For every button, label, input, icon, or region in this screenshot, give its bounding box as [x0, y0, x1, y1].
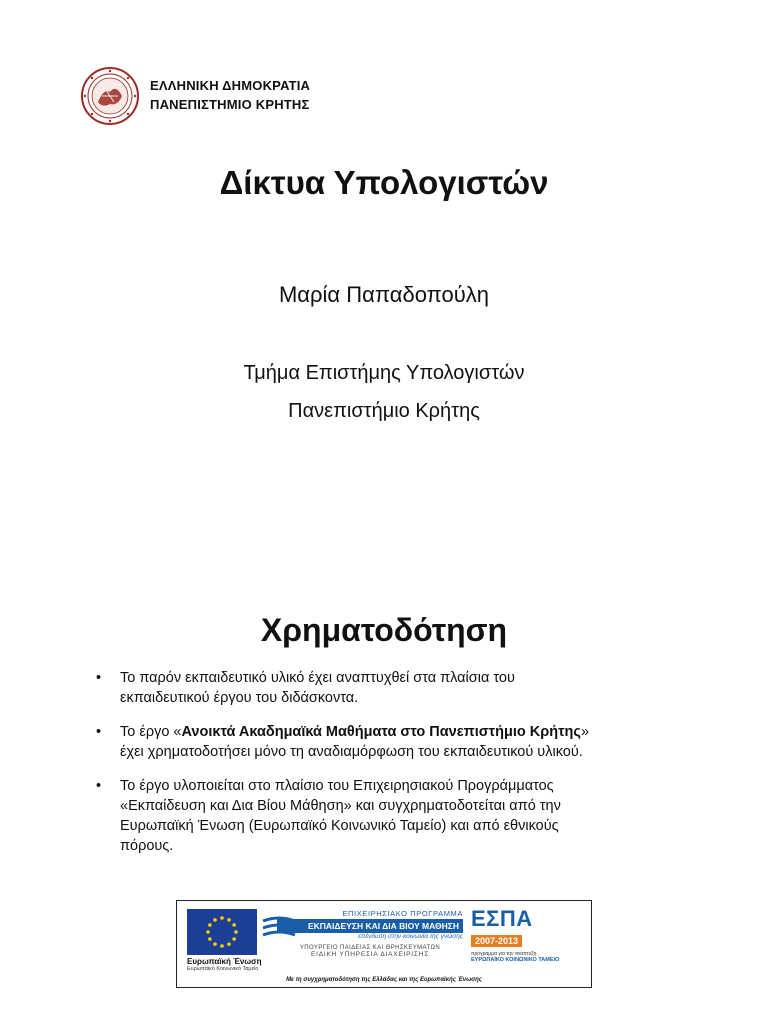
eu-star-icon: [232, 923, 236, 927]
project-name: Ανοικτά Ακαδημαϊκά Μαθήματα στο Πανεπιστήμιο Κρήτης: [181, 724, 581, 740]
eu-flag-icon: [187, 909, 257, 955]
eu-logo: [187, 909, 265, 972]
bullet-text: »: [580, 724, 590, 740]
espa-tagline: πρόγραμμα για την ανάπτυξη: [471, 951, 537, 957]
eu-star-icon: [206, 930, 210, 934]
bullet-line: Ευρωπαϊκή Ένωση (Ευρωπαϊκό Κοινωνικό Ταμείο) και από εθνικούς: [120, 818, 559, 834]
university-seal-icon: [80, 66, 140, 126]
eu-star-icon: [234, 930, 238, 934]
eu-star-icon: [227, 942, 231, 946]
espa-years: 2007-2013: [471, 935, 522, 947]
espa-logo: [471, 907, 583, 963]
bullet-line: • Το παρόν εκπαιδευτικό υλικό έχει αναπτυχθεί στα πλαίσια του: [120, 670, 515, 686]
bullet-line: [120, 722, 692, 742]
bullet-line: εκπαιδευτικού έργου του διδάσκοντα.: [120, 690, 359, 706]
funding-logos-banner: [176, 900, 592, 988]
university-header: [80, 66, 480, 130]
eu-label: Ευρωπαϊκή Ένωση: [187, 957, 262, 966]
department-line-2: Πανεπιστήμιο Κρήτης: [288, 400, 480, 422]
header-line-1: ΕΛΛΗΝΙΚΗ ΔΗΜΟΚΡΑΤΙΑ: [150, 78, 311, 93]
eu-star-icon: [220, 944, 224, 948]
eu-sub-label: Ευρωπαϊκό Κοινωνικό Ταμείο: [187, 966, 259, 972]
funding-bullet-list: [92, 668, 692, 870]
programme-name: ΕΚΠΑΙΔΕΥΣΗ ΚΑΙ ΔΙΑ ΒΙΟΥ ΜΑΘΗΣΗ: [277, 919, 463, 933]
page-title: Δίκτυα Υπολογιστών: [219, 164, 549, 201]
eu-star-icon: [232, 937, 236, 941]
programme-top-label: ΕΠΙΧΕΙΡΗΣΙΑΚΟ ΠΡΟΓΡΑΜΜΑ: [342, 909, 463, 918]
bullet-line: πόρους.: [120, 838, 174, 854]
bullet-text: Το έργο «: [120, 724, 182, 740]
header-text: [150, 76, 310, 114]
ministry-label: ΥΠΟΥΡΓΕΙΟ ΠΑΙΔΕΙΑΣ ΚΑΙ ΘΡΗΣΚΕΥΜΑΤΩΝ: [299, 945, 441, 951]
operational-programme-logo: [277, 909, 463, 958]
bullet-item: [92, 722, 692, 762]
header-line-2: ΠΑΝΕΠΙΣΤΗΜΙΟ ΚΡΗΤΗΣ: [150, 97, 310, 112]
programme-slogan: επένδυση στην κοινωνία της γνώσης: [358, 933, 463, 940]
cofunding-note: Με τη συγχρηματοδότηση της Ελλάδας και της Ευρωπαϊκής Ένωσης: [286, 977, 482, 983]
author-name: Μαρία Παπαδοπούλη: [278, 282, 489, 307]
espa-title: ΕΣΠΑ: [471, 906, 533, 931]
department-line-1: Τμήμα Επιστήμης Υπολογιστών: [243, 362, 525, 384]
eu-star-icon: [213, 942, 217, 946]
bullet-item: [92, 776, 692, 856]
management-authority-label: ΕΙΔΙΚΗ ΥΠΗΡΕΣΙΑ ΔΙΑΧΕΙΡΙΣΗΣ: [310, 951, 430, 958]
espa-fund-label: ΕΥΡΩΠΑΪΚΟ ΚΟΙΝΩΝΙΚΟ ΤΑΜΕΙΟ: [471, 957, 560, 963]
book-stripes-icon: [261, 915, 297, 941]
eu-star-icon: [208, 937, 212, 941]
bullet-line: έχει χρηματοδοτήσει μόνο τη αναδιαμόρφωση του εκπαιδευτικού υλικού.: [120, 744, 583, 760]
department: [0, 354, 768, 430]
bullet-line: • Το έργο υλοποιείται στο πλαίσιο του Επιχειρησιακού Προγράμματος: [120, 778, 554, 794]
eu-star-icon: [213, 918, 217, 922]
bullet-line: «Εκπαίδευση και Δια Βίου Μάθηση» και συγχρηματοδοτείται από την: [120, 798, 561, 814]
eu-star-icon: [208, 923, 212, 927]
funding-heading: Χρηματοδότηση: [260, 612, 508, 648]
bullet-item: [92, 668, 692, 708]
eu-star-icon: [227, 918, 231, 922]
eu-star-icon: [220, 916, 224, 920]
